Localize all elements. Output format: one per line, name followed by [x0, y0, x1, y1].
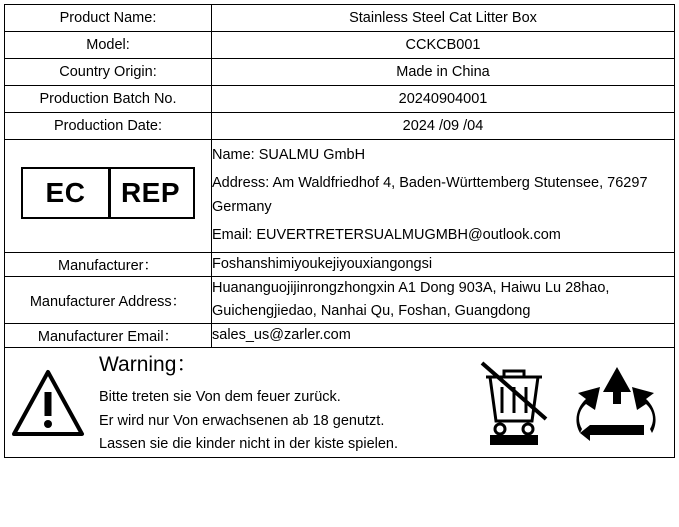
product-label-sheet	[0, 4, 679, 527]
manufacturer-row	[5, 252, 675, 276]
ec-rep-email: Email: EUVERTRETERSUALMUGMBH@outlook.com	[212, 226, 561, 243]
manufacturer-label: Manufacturer：	[5, 252, 212, 276]
manufacturer-address-row	[5, 276, 675, 323]
ec-rep-details-cell	[212, 140, 675, 253]
ec-rep-name: Name: SUALMU GmbH	[212, 147, 366, 163]
manufacturer-value: Foshanshimiyoukejiyouxiangongsi	[212, 252, 675, 276]
warning-row	[5, 348, 675, 457]
table-row	[5, 59, 675, 86]
product-name-label: Product Name:	[5, 5, 212, 32]
warning-text-block	[95, 348, 476, 456]
manufacturer-address-label: Manufacturer Address：	[5, 276, 212, 323]
ec-rep-mark-right: REP	[120, 177, 181, 209]
ec-rep-icon	[21, 167, 195, 219]
model-label: Model:	[5, 32, 212, 59]
production-date-value: 2024 /09 /04	[212, 113, 675, 140]
ec-rep-row	[5, 140, 675, 253]
warning-line-1: Bitte treten sie Von dem feuer zurück.	[99, 389, 341, 406]
ec-rep-address: Address: Am Waldfriedhof 4, Baden-Württemberg Stutensee, 76297 Germany	[212, 174, 648, 215]
weee-crossed-out-bin-icon	[476, 357, 552, 449]
production-date-label: Production Date:	[5, 113, 212, 140]
model-value: CCKCB001	[212, 32, 675, 59]
compliance-icons	[476, 357, 674, 449]
warning-title: Warning：	[99, 353, 198, 377]
recycle-icon	[574, 363, 660, 443]
warning-cell	[5, 348, 675, 457]
table-row	[5, 32, 675, 59]
product-name-value: Stainless Steel Cat Litter Box	[212, 5, 675, 32]
ec-rep-mark-left: EC	[45, 177, 86, 209]
manufacturer-email-row	[5, 324, 675, 348]
manufacturer-email-value: sales_us@zarler.com	[212, 324, 675, 348]
table-row	[5, 5, 675, 32]
product-label-table	[4, 4, 675, 458]
warning-line-3: Lassen sie die kinder nicht in der kiste spielen.	[99, 436, 399, 453]
country-origin-value: Made in China	[212, 59, 675, 86]
manufacturer-email-label: Manufacturer Email：	[5, 324, 212, 348]
table-row	[5, 113, 675, 140]
ec-rep-mark-cell	[5, 140, 212, 253]
warning-triangle-icon	[11, 366, 85, 440]
production-batch-label: Production Batch No.	[5, 86, 212, 113]
manufacturer-address-value: Huananguojijinrongzhongxin A1 Dong 903A, Haiwu Lu 28hao, Guichengjiedao, Nanhai Qu, Foshan, Guangdong	[212, 276, 675, 323]
table-row	[5, 86, 675, 113]
country-origin-label: Country Origin:	[5, 59, 212, 86]
warning-line-2: Er wird nur Von erwachsenen ab 18 genutzt.	[99, 412, 385, 429]
production-batch-value: 20240904001	[212, 86, 675, 113]
